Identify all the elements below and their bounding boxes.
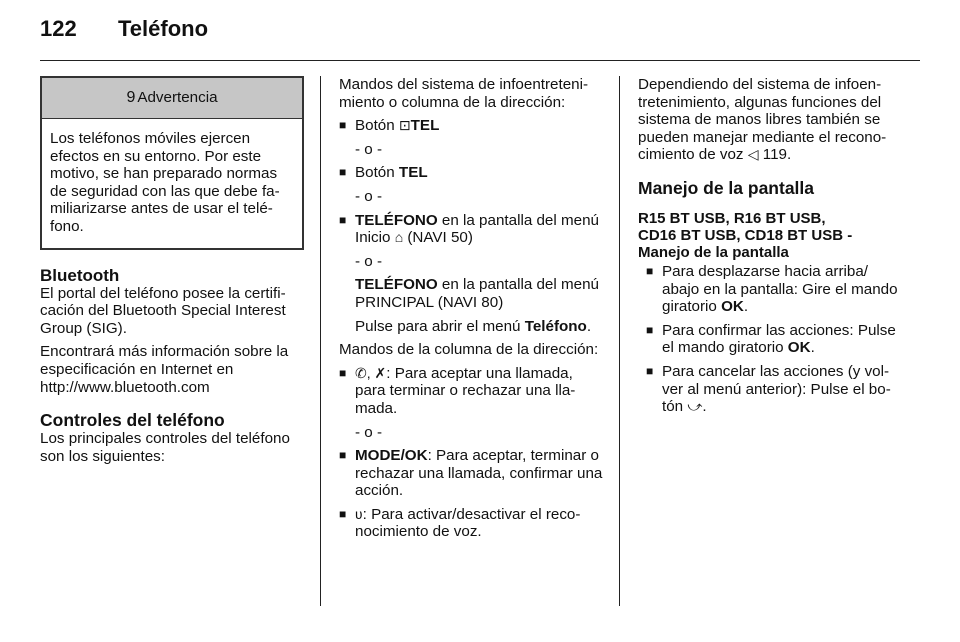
phone-tel-icon: ⊡ [398, 117, 411, 134]
mode-ok-label: MODE/OK [355, 447, 428, 465]
list-item-tel-button-2 [339, 164, 603, 182]
call-text: : Para aceptar una llamada, para terminar o rechazar una llamada. [355, 364, 576, 417]
telefono-navi80 [339, 276, 603, 311]
models-subheading-2: CD16 BT USB, CD18 BT USB - [638, 226, 853, 244]
tel-label: TEL [398, 164, 428, 182]
column-divider-2 [619, 76, 620, 606]
column-2 [339, 76, 603, 547]
scroll-end: . [743, 298, 749, 316]
back-icon: ⤻ [687, 398, 703, 415]
ok-label: OK [721, 298, 744, 316]
telefono-label: TELÉFONO [355, 276, 438, 294]
list-item-telefono-navi50 [339, 212, 603, 247]
page-header [40, 16, 920, 50]
bluetooth-info-paragraph [40, 343, 304, 396]
warning-box [40, 76, 304, 250]
list-item-tel-button-1 [339, 117, 603, 135]
warning-header [42, 78, 302, 119]
press-text: Pulse para abrir el menú [355, 317, 525, 335]
mode-ok-text: : Para aceptar, terminar o rechazar una llamada, confirmar una acción. [355, 447, 603, 500]
telefono-text: en la pantalla del menú Inicio [355, 211, 599, 247]
or-separator: - o - [355, 252, 383, 270]
call-accept-end-icon: ✆, ✗ [355, 364, 387, 381]
scroll-text: Para desplazarse hacia arriba/ abajo en la pantalla: Gire el mando giratorio [662, 262, 898, 316]
controls-heading: Controles del teléfono [40, 410, 225, 431]
column-1 [40, 76, 304, 471]
ok-label: OK [787, 339, 811, 357]
voice-control-paragraph [638, 76, 902, 164]
telefono-menu-label: Teléfono [524, 317, 587, 335]
bluetooth-info-text: Encontrará más información sobre la especificación en Internet en [40, 343, 289, 378]
screen-operation-heading: Manejo de la pantalla [638, 177, 815, 198]
list-item-call-buttons [339, 365, 603, 418]
confirm-text: Para confirmar las acciones: Pulse el mando giratorio [662, 321, 896, 357]
voice-recognition-icon: ʋ [355, 505, 363, 522]
list-item-scroll [646, 263, 902, 316]
list-item-voice [339, 506, 603, 541]
column-3 [638, 76, 902, 422]
navi50-text: (NAVI 50) [403, 229, 473, 247]
infotainment-controls-intro: Mandos del sistema de infoentretenimiento o columna de la dirección: [339, 76, 589, 111]
header-divider [40, 60, 920, 61]
bluetooth-url[interactable]: http://www.bluetooth.com [40, 378, 210, 396]
cancel-text: Para cancelar las acciones (y volver al menú anterior): Pulse el botón [662, 362, 891, 416]
cancel-end: . [702, 398, 707, 416]
or-separator: - o - [355, 140, 383, 158]
press-instruction [339, 318, 603, 336]
models-subheading-3: Manejo de la pantalla [638, 243, 789, 261]
telefono-label: TELÉFONO [355, 211, 438, 229]
page-title: Teléfono [118, 16, 209, 41]
steering-controls-intro: Mandos de la columna de la dirección: [339, 341, 599, 359]
confirm-end: . [810, 339, 815, 357]
page-reference-icon: ◁ [747, 146, 759, 163]
or-separator: - o - [355, 423, 383, 441]
tel-button-prefix: Botón [355, 117, 399, 135]
warning-triangle-icon: 9 [126, 89, 136, 107]
tel-label: TEL [410, 117, 440, 135]
column-divider-1 [320, 76, 321, 606]
list-item-cancel [646, 363, 902, 416]
tel-button-prefix: Botón [355, 164, 399, 182]
page-number: 122 [40, 16, 77, 41]
list-item-mode-ok [339, 447, 603, 500]
telefono-navi80-text: en la pantalla del menú PRINCIPAL (NAVI 80) [355, 276, 599, 311]
voice-control-text: Dependiendo del sistema de infoentretenimiento, algunas funciones del sistema de manos libres también se pueden manejar mediante el reconocimiento de voz [638, 76, 887, 164]
models-subheading-1: R15 BT USB, R16 BT USB, [638, 209, 826, 227]
voice-text: : Para activar/desactivar el reconocimiento de voz. [355, 505, 581, 541]
bluetooth-heading: Bluetooth [40, 265, 120, 285]
bluetooth-paragraph: El portal del teléfono posee la certificación del Bluetooth Special Interest Group (SIG). [40, 284, 286, 337]
warning-title: Advertencia [137, 89, 218, 107]
home-icon: ⌂ [394, 229, 404, 246]
warning-text: Los teléfonos móviles ejercen efectos en su entorno. Por este motivo, se han preparado normas de seguridad con las que debe familiarizarse antes de usar el teléfono. [50, 130, 280, 235]
or-separator: - o - [355, 187, 383, 205]
controls-paragraph: Los principales controles del teléfono son los siguientes: [40, 430, 290, 465]
press-end: . [586, 317, 592, 335]
page-reference: 119. [758, 146, 792, 164]
list-item-confirm [646, 322, 902, 357]
